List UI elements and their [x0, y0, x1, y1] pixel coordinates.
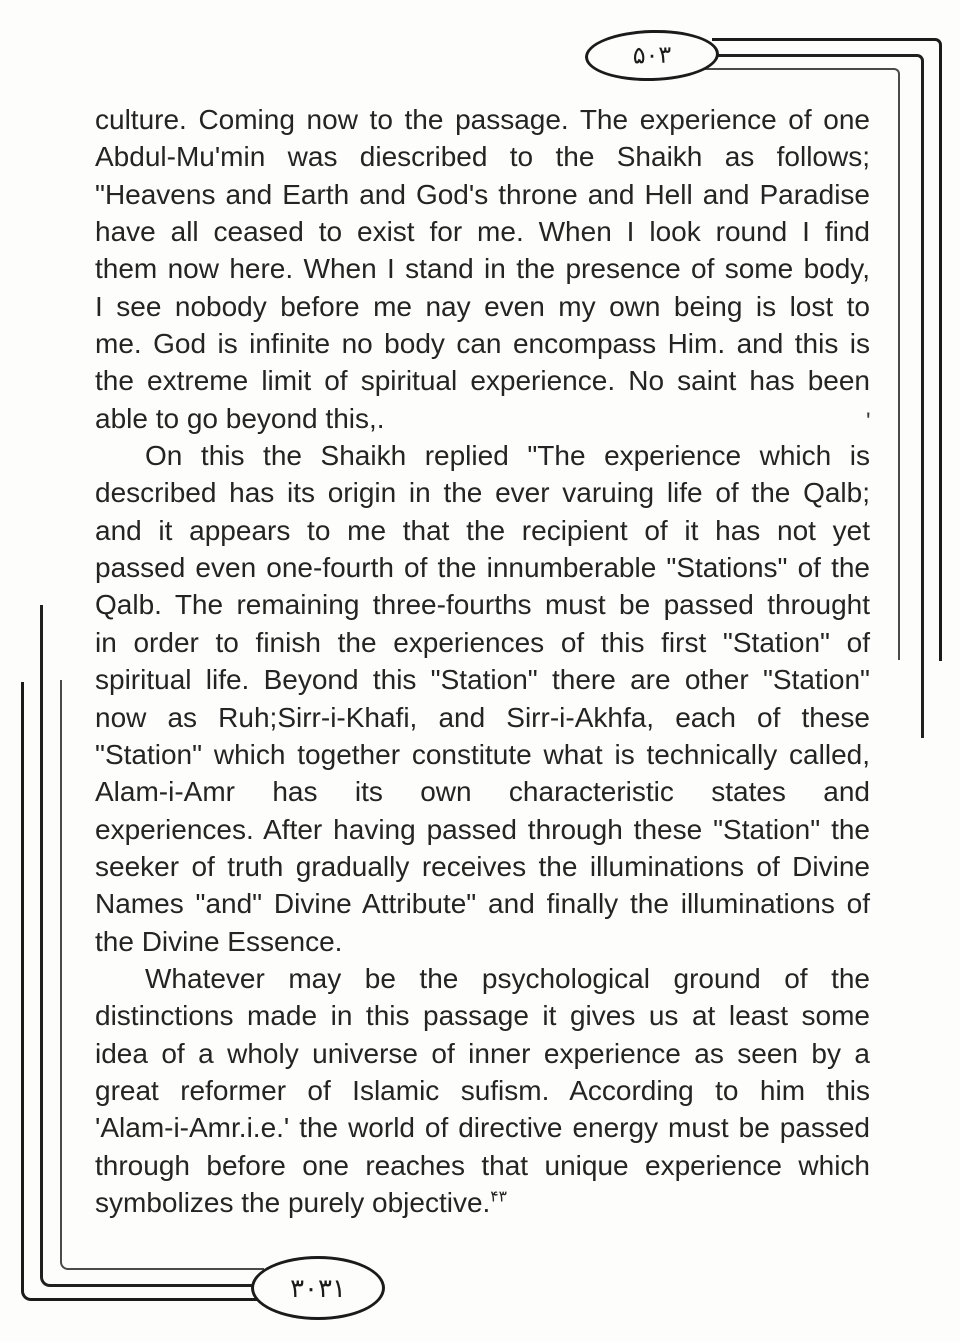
page-number-top: ۵۰۳	[632, 41, 672, 70]
text-line: and it appears to me that the recipient of it has not yet	[95, 514, 870, 546]
page-number-bottom: ۳۰۳۱	[290, 1272, 346, 1303]
text-line: in order to finish the experiences of this first "Station" of	[95, 626, 870, 658]
text-line: Qalb. The remaining three-fourths must be passed throught	[95, 589, 870, 621]
text-line: Whatever may be the psychological ground of the	[145, 962, 870, 994]
footnote-marker: ۴۳	[490, 1188, 507, 1206]
text-line: the Divine Essence.	[95, 925, 343, 957]
text-line: seeker of truth gradually receives the illuminations of Divine	[95, 850, 870, 882]
text-line: me. God is infinite no body can encompass Him. and this is	[95, 328, 870, 360]
text-line: through before one reaches that unique experience which	[95, 1149, 870, 1181]
text-line: "Heavens and Earth and God's throne and Hell and Paradise	[95, 178, 870, 210]
page-number-badge-bottom	[251, 1256, 385, 1320]
text-block	[95, 101, 870, 1221]
text-line: culture. Coming now to the passage. The experience of one	[95, 104, 870, 135]
text-line: described has its origin in the ever varuing life of the Qalb;	[95, 477, 870, 509]
stray-scan-mark: '	[866, 408, 871, 435]
text-line: symbolizes the purely objective.$^{۴۳}$	[95, 1186, 507, 1218]
text-line: them now here. When I stand in the presence of some body,	[95, 253, 870, 285]
text-line: I see nobody before me nay even my own being is lost to	[95, 290, 870, 322]
text-line: experiences. After having passed through these "Station" the	[95, 813, 870, 845]
text-line: able to go beyond this,.	[95, 402, 385, 434]
text-line: passed even one-fourth of the innumberable "Stations" of the	[95, 552, 870, 584]
text-line: Names "and" Divine Attribute" and finally the illuminations of	[95, 888, 870, 920]
text-line: 'Alam-i-Amr.i.e.' the world of directive energy must be passed	[95, 1112, 870, 1144]
text-line: now as Ruh;Sirr-i-Khafi, and Sirr-i-Akhfa, each of these	[95, 701, 870, 733]
text-line: spiritual life. Beyond this "Station" there are other "Station"	[95, 664, 870, 696]
text-line: distinctions made in this passage it gives us at least some	[95, 1000, 870, 1032]
text-line: "Station" which together constitute what is technically called,	[95, 738, 870, 770]
text-line: Alam-i-Amr has its own characteristic states and	[95, 776, 870, 808]
text-line: On this the Shaikh replied "The experience which is	[145, 440, 870, 472]
text-line: idea of a wholy universe of inner experience as seen by a	[95, 1037, 870, 1069]
text-line: the extreme limit of spiritual experience. No saint has been	[95, 365, 870, 397]
text-line: have all ceased to exist for me. When I look round I find	[95, 216, 870, 248]
text-line: great reformer of Islamic sufism. According to him this	[95, 1074, 870, 1106]
text-line: Abdul-Mu'min was diescribed to the Shaikh as follows;	[95, 141, 870, 173]
